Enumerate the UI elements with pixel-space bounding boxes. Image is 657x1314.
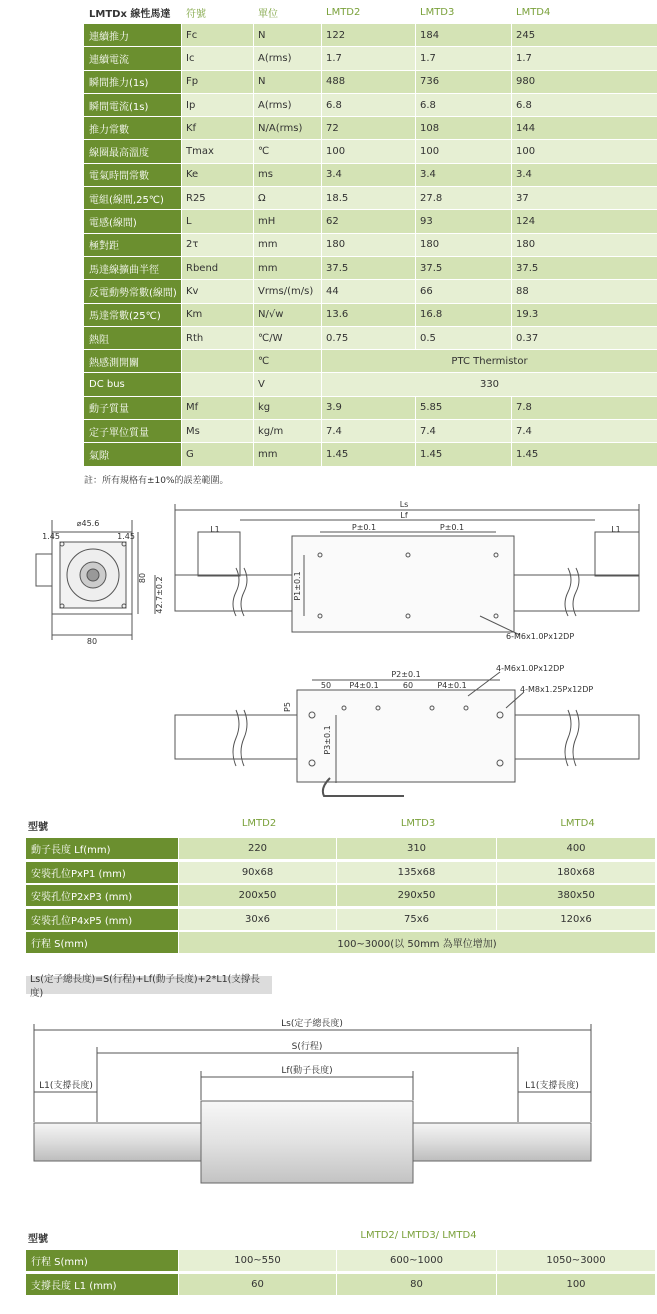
spec-value: 3.9 [321, 397, 415, 419]
spec-row [84, 327, 657, 350]
spec-row [84, 234, 657, 257]
spec-note: 註：所有規格有±10%的誤差範圍。 [84, 475, 229, 486]
spec-row [84, 443, 657, 466]
spec-value: 37.5 [321, 257, 415, 279]
dim-diameter: ⌀45.6 [76, 519, 100, 528]
spec-value: 88 [511, 280, 657, 302]
hole-note-forcer: 6-M6x1.0Px12DP [506, 632, 575, 641]
stroke-table-row [26, 1274, 657, 1296]
model-row-value: 75x6 [336, 909, 496, 930]
spec-value: 100 [415, 140, 511, 162]
spec-value: 62 [321, 210, 415, 232]
dim-50: 50 [320, 681, 332, 690]
spec-unit: N/√w [253, 304, 321, 326]
dim-l1-left: L1 [210, 525, 220, 534]
spec-value: 100 [321, 140, 415, 162]
spec-row [84, 350, 657, 373]
stroke-table-models: LMTD2/ LMTD3/ LMTD4 [360, 1230, 477, 1241]
spec-symbol: Kf [181, 117, 253, 139]
model-head-lmtd2: LMTD2 [241, 818, 277, 829]
dim-ls: Ls [399, 500, 409, 509]
spec-unit: mm [253, 257, 321, 279]
spec-symbol: Km [181, 304, 253, 326]
spec-symbol: Rbend [181, 257, 253, 279]
stroke-range-label: 行程 S(mm) [26, 932, 178, 953]
label-l1-left: L1(支撐長度) [39, 1081, 93, 1091]
spec-value: 66 [415, 280, 511, 302]
dim-l1-right: L1 [611, 525, 621, 534]
spec-value: 122 [321, 24, 415, 46]
spec-value: 124 [511, 210, 657, 232]
spec-value: 16.8 [415, 304, 511, 326]
spec-row [84, 164, 657, 187]
spec-symbol: Ip [181, 94, 253, 116]
spec-symbol: G [181, 443, 253, 465]
spec-row [84, 257, 657, 280]
spec-value: 13.6 [321, 304, 415, 326]
model-row-label: 安裝孔位PxP1 (mm) [26, 862, 178, 883]
spec-param-name: 推力常數 [84, 117, 181, 139]
dim-lf: Lf [400, 511, 408, 520]
stroke-table-value: 1050~3000 [496, 1250, 655, 1271]
spec-row [84, 373, 657, 396]
spec-row [84, 397, 657, 420]
spec-row [84, 47, 657, 70]
spec-symbol [181, 350, 253, 372]
model-row-value: 200x50 [178, 885, 336, 906]
spec-row [84, 24, 657, 47]
stroke-table-row [26, 1250, 657, 1272]
spec-value: 44 [321, 280, 415, 302]
spec-unit: kg [253, 397, 321, 419]
spec-row [84, 210, 657, 233]
spec-param-name: 反電動勢常數(線間) [84, 280, 181, 302]
spec-param-name: 電感(線間) [84, 210, 181, 232]
dim-145-left: 1.45 [42, 532, 60, 541]
spec-symbol: Kv [181, 280, 253, 302]
model-table-title: 型號 [28, 822, 48, 833]
spec-value: 27.8 [415, 187, 511, 209]
spec-unit: Ω [253, 187, 321, 209]
label-lf: Lf(動子長度) [281, 1066, 333, 1076]
spec-param-name: 瞬間電流(1s) [84, 94, 181, 116]
spec-symbol: Fc [181, 24, 253, 46]
dim-p4-b: P4±0.1 [437, 681, 467, 690]
stroke-table-value: 100 [496, 1274, 655, 1295]
spec-value: 1.7 [321, 47, 415, 69]
dim-427: 42.7±0.2 [155, 576, 164, 614]
stroke-table-value: 60 [178, 1274, 336, 1295]
spec-header-cell: LMTDx 線性馬達 [84, 0, 181, 24]
spec-unit: N/A(rms) [253, 117, 321, 139]
spec-param-name: 氣隙 [84, 443, 181, 465]
dim-p1: P1±0.1 [293, 571, 302, 601]
spec-row [84, 420, 657, 443]
spec-value: 1.7 [415, 47, 511, 69]
spec-value: 5.85 [415, 397, 511, 419]
spec-value: 100 [511, 140, 657, 162]
spec-param-name: 連續電流 [84, 47, 181, 69]
spec-unit: A(rms) [253, 94, 321, 116]
spec-value: 93 [415, 210, 511, 232]
spec-row [84, 117, 657, 140]
spec-span-value: PTC Thermistor [321, 350, 657, 372]
spec-symbol: Rth [181, 327, 253, 349]
forcer-block [292, 536, 514, 632]
stroke-table-value: 80 [336, 1274, 496, 1295]
dim-p-a: P±0.1 [351, 523, 377, 532]
spec-value: 19.3 [511, 304, 657, 326]
model-row-value: 400 [496, 838, 655, 859]
forcer-body [201, 1101, 413, 1183]
spec-value: 1.45 [321, 443, 415, 465]
spec-param-name: 電組(線間,25℃) [84, 187, 181, 209]
motor-drawing-top [0, 660, 657, 800]
stroke-table-title: 型號 [28, 1234, 48, 1245]
spec-header-row [84, 0, 657, 24]
spec-value: 488 [321, 71, 415, 93]
model-row [26, 838, 657, 860]
spec-value: 37.5 [511, 257, 657, 279]
model-row-value: 220 [178, 838, 336, 859]
model-row-value: 120x6 [496, 909, 655, 930]
spec-value: 1.45 [511, 443, 657, 465]
stroke-table-value: 100~550 [178, 1250, 336, 1271]
spec-symbol [181, 373, 253, 395]
spec-row [84, 304, 657, 327]
spec-value: 72 [321, 117, 415, 139]
spec-param-name: 熱阻 [84, 327, 181, 349]
spec-unit: A(rms) [253, 47, 321, 69]
model-row-value: 90x68 [178, 862, 336, 883]
model-row [26, 862, 657, 884]
model-row-label: 動子長度 Lf(mm) [26, 838, 178, 859]
spec-value: 37.5 [415, 257, 511, 279]
spec-span-value: 330 [321, 373, 657, 395]
spec-header-cell: 單位 [253, 0, 321, 24]
model-row-value: 180x68 [496, 862, 655, 883]
spec-unit: mm [253, 443, 321, 465]
spec-unit: ms [253, 164, 321, 186]
spec-unit: N [253, 24, 321, 46]
label-s: S(行程) [291, 1042, 323, 1052]
spec-header-cell: LMTD2 [321, 0, 415, 24]
spec-param-name: 連續推力 [84, 24, 181, 46]
spec-param-name: 瞬間推力(1s) [84, 71, 181, 93]
spec-symbol: R25 [181, 187, 253, 209]
spec-value: 18.5 [321, 187, 415, 209]
length-diagram [0, 1010, 657, 1190]
model-head-lmtd3: LMTD3 [400, 818, 436, 829]
spec-row [84, 71, 657, 94]
spec-symbol: Ic [181, 47, 253, 69]
spec-value: 6.8 [321, 94, 415, 116]
spec-value: 980 [511, 71, 657, 93]
spec-value: 180 [321, 234, 415, 256]
model-row [26, 909, 657, 931]
spec-symbol: Ms [181, 420, 253, 442]
label-l1-right: L1(支撐長度) [525, 1081, 579, 1091]
motor-drawing-front-side [0, 490, 657, 650]
model-row-value: 310 [336, 838, 496, 859]
spec-param-name: 線圈最高溫度 [84, 140, 181, 162]
spec-value: 180 [415, 234, 511, 256]
spec-unit: ℃/W [253, 327, 321, 349]
spec-unit: ℃ [253, 140, 321, 162]
model-row-value: 380x50 [496, 885, 655, 906]
spec-value: 7.4 [321, 420, 415, 442]
spec-value: 3.4 [321, 164, 415, 186]
spec-symbol: Fp [181, 71, 253, 93]
spec-value: 7.8 [511, 397, 657, 419]
spec-value: 184 [415, 24, 511, 46]
hole-note-top-1: 4-M6x1.0Px12DP [496, 664, 565, 673]
spec-value: 3.4 [415, 164, 511, 186]
spec-param-name: DC bus [84, 373, 181, 395]
spec-value: 3.4 [511, 164, 657, 186]
dim-p-b: P±0.1 [439, 523, 465, 532]
spec-symbol: L [181, 210, 253, 232]
dim-p3: P3±0.1 [323, 725, 332, 755]
spec-unit: mm [253, 234, 321, 256]
model-row-value: 30x6 [178, 909, 336, 930]
model-row-label: 安裝孔位P4xP5 (mm) [26, 909, 178, 930]
spec-symbol: Ke [181, 164, 253, 186]
spec-param-name: 馬達常數(25℃) [84, 304, 181, 326]
spec-row [84, 187, 657, 210]
spec-value: 1.7 [511, 47, 657, 69]
spec-header-cell: LMTD4 [511, 0, 657, 24]
dim-80-width: 80 [86, 637, 98, 646]
spec-param-name: 定子單位質量 [84, 420, 181, 442]
spec-value: 1.45 [415, 443, 511, 465]
dim-p4-a: P4±0.1 [349, 681, 379, 690]
spec-table [84, 0, 657, 486]
spec-header-cell: 符號 [181, 0, 253, 24]
spec-param-name: 動子質量 [84, 397, 181, 419]
dim-145-right: 1.45 [117, 532, 135, 541]
spec-value: 6.8 [511, 94, 657, 116]
dim-p5: P5 [283, 702, 292, 712]
spec-symbol: Mf [181, 397, 253, 419]
spec-value: 245 [511, 24, 657, 46]
length-formula: Ls(定子總長度)=S(行程)+Lf(動子長度)+2*L1(支撐長度) [26, 976, 272, 994]
spec-header-cell: LMTD3 [415, 0, 511, 24]
stroke-range-value: 100~3000(以 50mm 為單位增加) [178, 932, 655, 953]
spec-value: 0.37 [511, 327, 657, 349]
dim-60: 60 [402, 681, 414, 690]
model-head-lmtd4: LMTD4 [560, 818, 595, 829]
spec-unit: N [253, 71, 321, 93]
spec-value: 108 [415, 117, 511, 139]
spec-row [84, 280, 657, 303]
spec-unit: kg/m [253, 420, 321, 442]
spec-unit: V [253, 373, 321, 395]
label-ls: Ls(定子總長度) [281, 1019, 343, 1029]
spec-param-name: 馬達線擴曲半徑 [84, 257, 181, 279]
spec-value: 6.8 [415, 94, 511, 116]
spec-value: 7.4 [415, 420, 511, 442]
stroke-table-value: 600~1000 [336, 1250, 496, 1271]
model-row-value: 290x50 [336, 885, 496, 906]
hole-note-top-2: 4-M8x1.25Px12DP [520, 685, 594, 694]
stroke-table-label: 行程 S(mm) [26, 1250, 178, 1271]
spec-param-name: 極對距 [84, 234, 181, 256]
spec-value: 37 [511, 187, 657, 209]
spec-unit: Vrms/(m/s) [253, 280, 321, 302]
spec-value: 180 [511, 234, 657, 256]
spec-value: 0.5 [415, 327, 511, 349]
dim-p2: P2±0.1 [391, 670, 421, 679]
model-row [26, 885, 657, 907]
stroke-table-label: 支撐長度 L1 (mm) [26, 1274, 178, 1295]
model-row-value: 135x68 [336, 862, 496, 883]
spec-unit: ℃ [253, 350, 321, 372]
model-row-label: 安裝孔位P2xP3 (mm) [26, 885, 178, 906]
dim-80-height: 80 [138, 572, 147, 584]
spec-value: 144 [511, 117, 657, 139]
stroke-range-row [26, 932, 657, 954]
spec-row [84, 94, 657, 117]
spec-row [84, 140, 657, 163]
spec-unit: mH [253, 210, 321, 232]
spec-value: 0.75 [321, 327, 415, 349]
spec-value: 736 [415, 71, 511, 93]
spec-symbol: Tmax [181, 140, 253, 162]
spec-param-name: 熱感測開關 [84, 350, 181, 372]
spec-value: 7.4 [511, 420, 657, 442]
spec-symbol: 2τ [181, 234, 253, 256]
spec-param-name: 電氣時間常數 [84, 164, 181, 186]
